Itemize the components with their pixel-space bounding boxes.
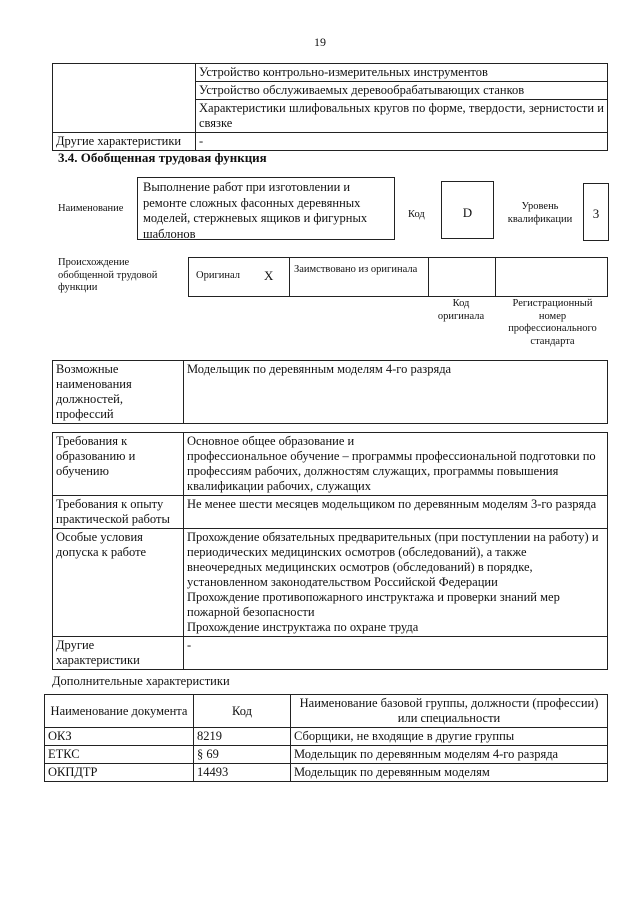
- table-cell: Модельщик по деревянным моделям 4-го разряда: [291, 746, 608, 764]
- level-value: 3: [592, 206, 600, 221]
- original-label: Оригинал: [196, 270, 240, 281]
- original-code-caption: Код оригинала: [437, 298, 485, 322]
- experience-label: Требования к опыту практической работы: [53, 496, 184, 529]
- original-mark: X: [264, 268, 274, 283]
- other-label: Другие характеристики: [53, 637, 184, 670]
- top-characteristics-table: [52, 63, 608, 151]
- other-value: -: [184, 637, 608, 670]
- positions-value: Модельщик по деревянным моделям 4-го разряда: [184, 361, 608, 424]
- gtf-name-value: Выполнение работ при изготовлении и ремонте сложных фасонных деревянных моделей, стержневых ящиков и фигурных шаблонов: [143, 180, 368, 241]
- divider: [289, 258, 290, 296]
- table-cell: ОКПДТР: [45, 764, 194, 782]
- page-number: 19: [314, 35, 326, 49]
- positions-table: [52, 360, 608, 424]
- table-cell: 14493: [194, 764, 291, 782]
- origin-table: [188, 257, 608, 297]
- level-box: [583, 183, 609, 241]
- experience-value: Не менее шести месяцев модельщиком по деревянным моделям 3-го разряда: [184, 496, 608, 529]
- table-cell: ОКЗ: [45, 728, 194, 746]
- positions-label: Возможные наименования должностей, профессий: [53, 361, 184, 424]
- divider: [428, 258, 429, 296]
- level-label: Уровень квалификации: [507, 201, 573, 225]
- gtf-name-box: [137, 177, 395, 240]
- divider: [495, 258, 496, 296]
- origin-label: Происхождение обобщенной трудовой функции: [58, 257, 158, 294]
- borrowed-label: Заимствовано из оригинала: [294, 264, 418, 275]
- table-cell: § 69: [194, 746, 291, 764]
- empty-label-cell: [53, 64, 196, 133]
- registration-caption: Регистрационный номер профессионального стандарта: [508, 298, 597, 347]
- top-table-row: Характеристики шлифовальных кругов по форме, твердости, зернистости и связке: [196, 100, 608, 133]
- requirements-table: [52, 432, 608, 670]
- table-cell: ЕТКС: [45, 746, 194, 764]
- table-cell: Сборщики, не входящие в другие группы: [291, 728, 608, 746]
- table-cell: Модельщик по деревянным моделям: [291, 764, 608, 782]
- additional-table: [44, 694, 608, 782]
- top-table-row: Устройство контрольно-измерительных инструментов: [196, 64, 608, 82]
- name-label: Наименование: [58, 203, 124, 214]
- gtf-code-box: [441, 181, 494, 239]
- top-table-row: Устройство обслуживаемых деревообрабатывающих станков: [196, 82, 608, 100]
- admission-label: Особые условия допуска к работе: [53, 529, 184, 637]
- table-cell: 8219: [194, 728, 291, 746]
- header-group-name: Наименование базовой группы, должности (профессии) или специальности: [291, 695, 608, 728]
- code-label: Код: [408, 209, 425, 220]
- header-document: Наименование документа: [45, 695, 194, 728]
- gtf-code-value: D: [462, 205, 473, 220]
- header-code: Код: [194, 695, 291, 728]
- other-characteristics-label: Другие характеристики: [53, 133, 196, 151]
- education-label: Требования к образованию и обучению: [53, 433, 184, 496]
- other-characteristics-value: -: [196, 133, 608, 151]
- education-value: Основное общее образование и профессиональное обучение – программы профессиональной подготовки по профессиям рабочих, должностям служащих, программы повышения квалификации рабочих, служащих: [184, 433, 608, 496]
- additional-title: Дополнительные характеристики: [52, 674, 230, 688]
- section-title: 3.4. Обобщенная трудовая функция: [58, 150, 267, 165]
- admission-value: Прохождение обязательных предварительных (при поступлении на работу) и периодических медицинских осмотров (обследований), а также внеочередных медицинских осмотров (обследований) в порядке, установленном законодательством Российской Федерации Прохождение противопожарного инструктажа и проверки знаний мер пожарной безопасности Прохождение инструктажа по охране труда: [184, 529, 608, 637]
